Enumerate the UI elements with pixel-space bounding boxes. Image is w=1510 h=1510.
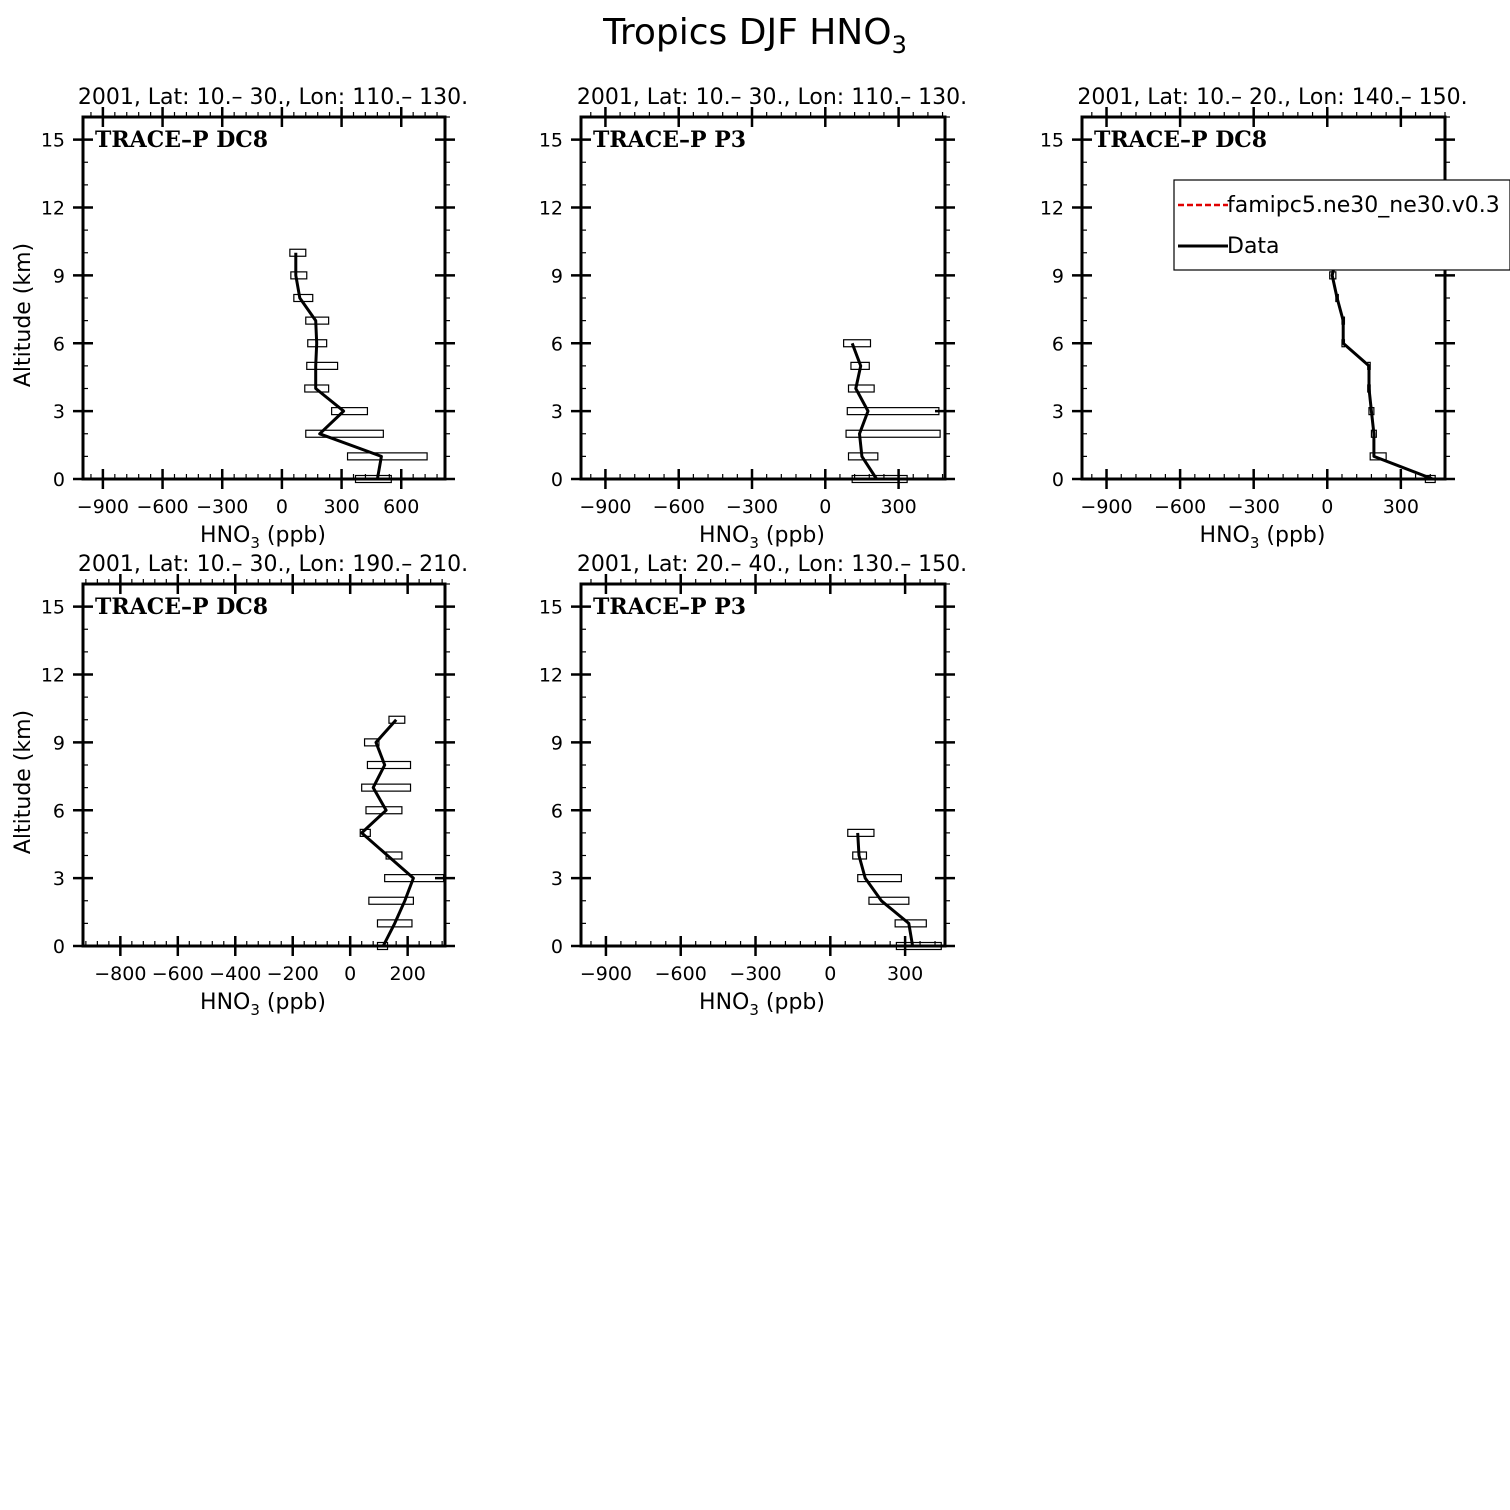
range-box [362, 784, 411, 791]
x-axis-label-main: HNO [699, 523, 750, 548]
x-axis-label-subscript: 3 [1249, 534, 1260, 552]
x-axis-label-main: HNO [1199, 523, 1250, 548]
y-tick-label: 15 [40, 596, 65, 619]
series-data [290, 249, 427, 482]
x-axis-label [200, 990, 326, 1019]
y-tick-label: 6 [52, 333, 65, 356]
x-axis-label-subscript: 3 [250, 1001, 260, 1019]
panel-1 [11, 85, 468, 552]
x-tick-label: −900 [1080, 496, 1133, 518]
range-box [847, 408, 939, 415]
range-box [848, 829, 874, 836]
x-tick-label: −900 [76, 496, 129, 518]
x-tick-label: −300 [729, 963, 782, 985]
series-data [360, 716, 443, 949]
x-axis-label-unit: (ppb) [259, 990, 326, 1015]
range-box [844, 340, 871, 347]
y-tick-label: 6 [550, 333, 563, 356]
range-box [306, 430, 384, 437]
y-tick-label: 15 [1039, 129, 1064, 152]
range-box [291, 272, 307, 279]
x-axis-label-unit: (ppb) [1259, 523, 1326, 548]
range-box [849, 385, 875, 392]
x-axis-label-main: HNO [200, 523, 251, 548]
x-tick-label: −200 [266, 963, 319, 985]
instrument-label: TRACE–P DC8 [95, 594, 269, 620]
y-tick-label: 6 [1051, 333, 1064, 356]
profile-line [858, 833, 913, 946]
x-axis-label [1200, 523, 1326, 552]
profile-line [296, 253, 382, 479]
plot-frame [581, 117, 945, 479]
y-tick-label: 6 [52, 800, 65, 823]
y-tick-label: 15 [538, 129, 563, 152]
x-tick-label: 200 [389, 963, 426, 985]
y-tick-label: 3 [550, 868, 563, 891]
x-tick-label: 300 [886, 963, 924, 985]
x-tick-label: 600 [383, 496, 420, 518]
panels [11, 85, 1510, 1019]
x-axis-label [699, 523, 825, 552]
instrument-label: TRACE–P DC8 [1094, 127, 1268, 153]
series-data [848, 829, 941, 949]
range-box [332, 408, 368, 415]
panel-title: 2001, Lat: 10.– 20., Lon: 140.– 150. [1077, 85, 1468, 110]
x-axis-label-main: HNO [200, 990, 251, 1015]
y-tick-label: 3 [52, 401, 65, 424]
y-tick-label: 0 [550, 936, 563, 958]
x-tick-label: 300 [1382, 496, 1419, 518]
y-tick-label: 12 [1039, 197, 1064, 220]
range-box [307, 362, 338, 369]
x-tick-label: 300 [323, 496, 360, 518]
range-box [367, 762, 410, 769]
range-box [869, 897, 909, 904]
x-axis-label-unit: (ppb) [259, 523, 326, 548]
series-data [1330, 249, 1435, 482]
y-tick-label: 15 [40, 129, 65, 152]
y-tick-label: 9 [1051, 265, 1064, 288]
x-tick-label: 0 [344, 963, 357, 985]
x-tick-label: −600 [1154, 496, 1207, 518]
y-tick-label: 3 [1051, 401, 1064, 424]
instrument-label: TRACE–P DC8 [95, 127, 269, 153]
x-tick-label: −600 [136, 496, 189, 518]
y-tick-label: 15 [538, 596, 563, 619]
y-tick-label: 6 [550, 800, 563, 823]
y-axis-label: Altitude (km) [11, 709, 36, 855]
x-tick-label: −300 [196, 496, 249, 518]
x-tick-label: −300 [1227, 496, 1280, 518]
y-tick-label: 0 [1051, 469, 1064, 491]
panel-2 [539, 85, 967, 552]
x-axis-label-unit: (ppb) [758, 990, 825, 1015]
x-axis-label-unit: (ppb) [758, 523, 825, 548]
y-tick-label: 9 [52, 732, 65, 755]
y-tick-label: 12 [40, 197, 65, 220]
x-tick-label: −600 [151, 963, 204, 985]
panel-4 [11, 552, 468, 1019]
legend-label: Data [1227, 234, 1280, 259]
x-tick-label: −400 [209, 963, 262, 985]
panel-title: 2001, Lat: 10.– 30., Lon: 190.– 210. [77, 552, 469, 577]
x-tick-label: −600 [652, 496, 705, 518]
panel-5 [539, 552, 967, 1019]
y-tick-label: 9 [550, 732, 563, 755]
legend-label: famipc5.ne30_ne30.v0.3 [1227, 193, 1500, 218]
y-tick-label: 0 [52, 936, 65, 958]
y-tick-label: 3 [52, 868, 65, 891]
x-axis-label [699, 990, 825, 1019]
x-tick-label: −900 [579, 963, 633, 985]
range-box [389, 716, 405, 723]
y-tick-label: 12 [538, 197, 563, 220]
y-tick-label: 9 [52, 265, 65, 288]
y-tick-label: 0 [550, 469, 563, 491]
x-tick-label: −600 [654, 963, 707, 985]
profile-line [852, 343, 876, 479]
x-tick-label: −300 [725, 496, 779, 518]
range-box [290, 249, 306, 256]
range-box [348, 453, 428, 460]
x-tick-label: −900 [579, 496, 632, 518]
x-tick-label: 0 [1321, 496, 1334, 518]
figure-title-subscript: 3 [891, 31, 907, 59]
x-axis-label-subscript: 3 [749, 534, 759, 552]
figure-title-main: Tropics DJF HNO [603, 12, 892, 53]
profile-line [1332, 253, 1433, 479]
x-tick-label: 300 [880, 496, 917, 518]
panel-title: 2001, Lat: 20.– 40., Lon: 130.– 150. [576, 552, 968, 577]
panel-3 [1040, 85, 1510, 552]
series-data [844, 340, 940, 483]
x-tick-label: 0 [275, 496, 288, 518]
y-tick-label: 12 [40, 664, 65, 687]
y-axis-label: Altitude (km) [11, 242, 36, 388]
instrument-label: TRACE–P P3 [593, 594, 747, 620]
panel-title: 2001, Lat: 10.– 30., Lon: 110.– 130. [77, 85, 469, 110]
panel-title: 2001, Lat: 10.– 30., Lon: 110.– 130. [576, 85, 968, 110]
y-tick-label: 12 [538, 664, 563, 687]
x-axis-label-subscript: 3 [250, 534, 260, 552]
x-axis-label [200, 523, 326, 552]
y-tick-label: 9 [550, 265, 563, 288]
y-tick-label: 0 [52, 469, 65, 491]
plot-frame [83, 117, 445, 479]
x-axis-label-main: HNO [699, 990, 750, 1015]
x-tick-label: −800 [94, 963, 147, 985]
profile-line [362, 720, 414, 946]
plot-frame [581, 584, 945, 946]
figure-title [602, 12, 907, 59]
legend [1174, 180, 1510, 270]
plot-frame [1082, 117, 1445, 479]
plot-frame [83, 584, 445, 946]
x-tick-label: 0 [819, 496, 832, 518]
x-axis-label-subscript: 3 [749, 1001, 759, 1019]
y-tick-label: 3 [550, 401, 563, 424]
instrument-label: TRACE–P P3 [593, 127, 747, 153]
x-tick-label: 0 [824, 963, 837, 985]
